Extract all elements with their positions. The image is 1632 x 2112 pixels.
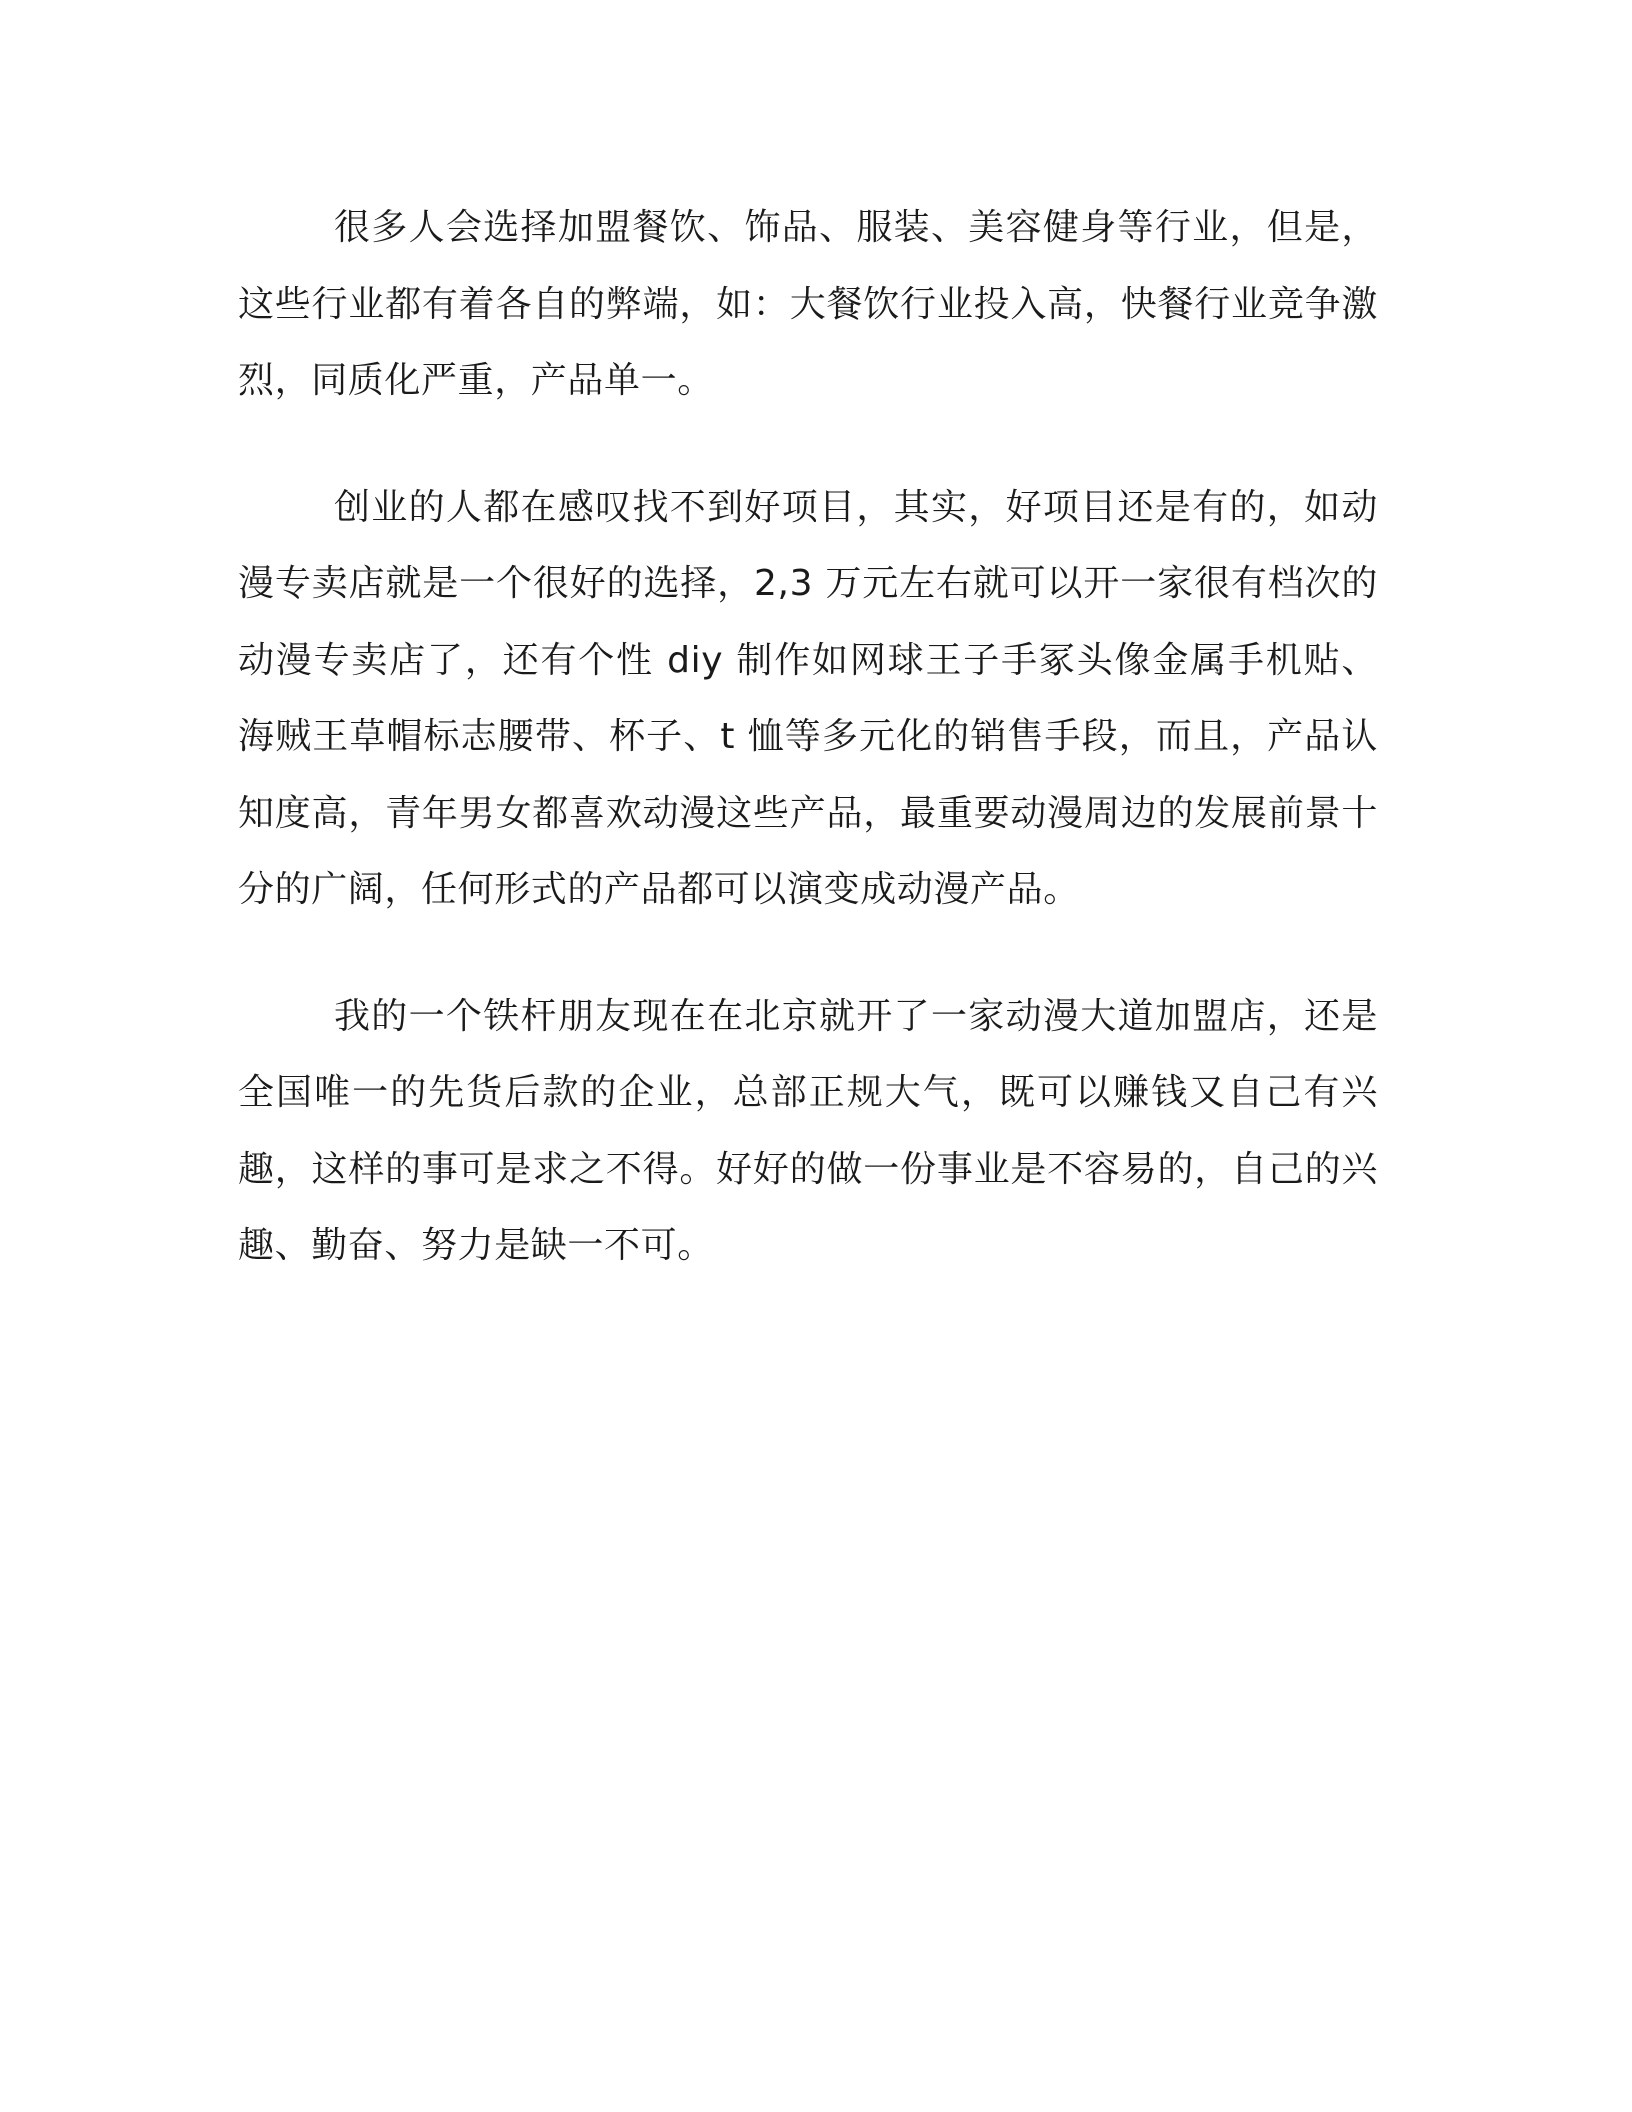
paragraph-3: 我的一个铁杆朋友现在在北京就开了一家动漫大道加盟店，还是全国唯一的先货后款的企业，总部正规大气，既可以赚钱又自己有兴趣，这样的事可是求之不得。好好的做一份事业是不容易的，自己的兴趣、勤奋、努力是缺一不可。 bbox=[238, 995, 1378, 1266]
document-body bbox=[238, 190, 1378, 1335]
paragraph-1: 很多人会选择加盟餐饮、饰品、服装、美容健身等行业，但是，这些行业都有着各自的弊端，如：大餐饮行业投入高，快餐行业竞争激烈，同质化严重，产品单一。 bbox=[238, 207, 1378, 401]
paragraph-2: 创业的人都在感叹找不到好项目，其实，好项目还是有的，如动漫专卖店就是一个很好的选择，2,3 万元左右就可以开一家很有档次的动漫专卖店了，还有个性 diy 制作如网球王子手冢头像金属手机贴、海贼王草帽标志腰带、杯子、t 恤等多元化的销售手段，而且，产品认知度高，青年男女都喜欢动漫这些产品，最重要动漫周边的发展前景十分的广阔，任何形式的产品都可以演变成动漫产品。 bbox=[238, 486, 1378, 910]
